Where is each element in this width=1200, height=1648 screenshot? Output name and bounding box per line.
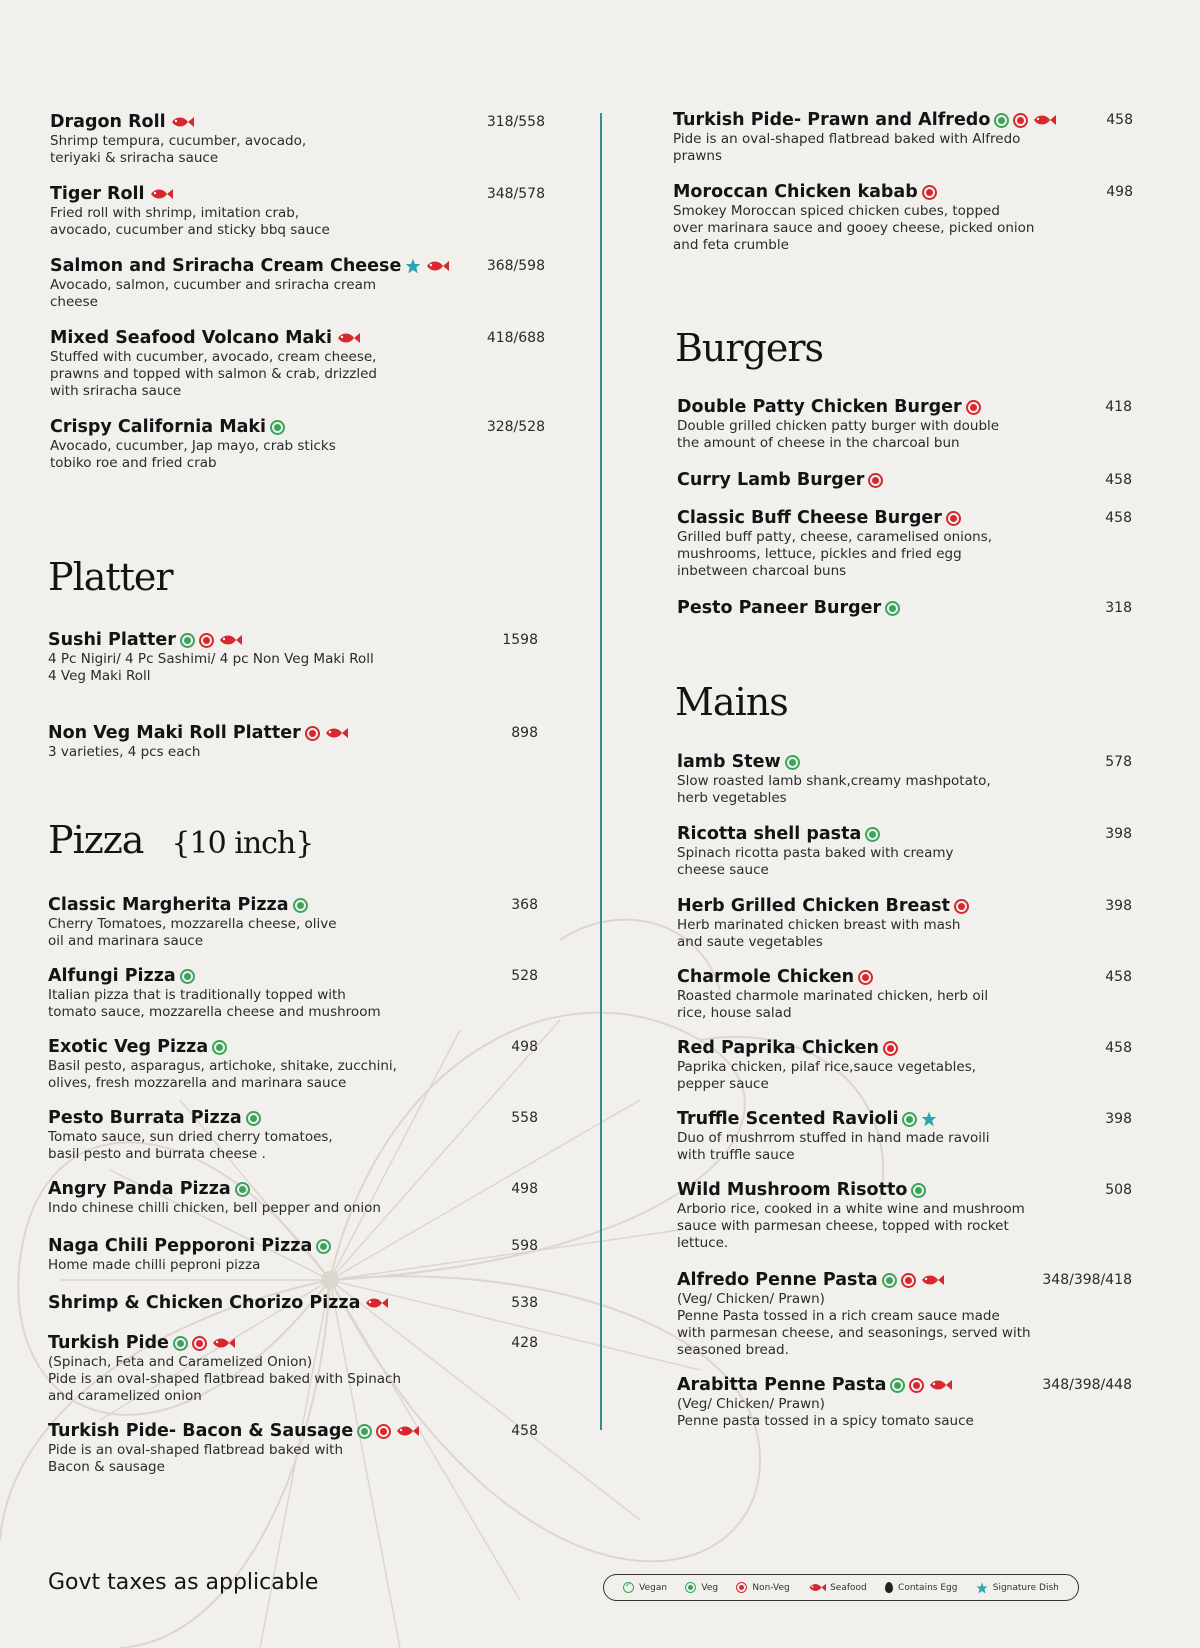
platter-heading: Platter [48, 555, 173, 599]
pizza-list [48, 895, 538, 1476]
menu-item-header [48, 1236, 538, 1256]
fish-icon [170, 116, 194, 128]
non-veg-icon [966, 400, 981, 415]
menu-item-price: 458 [1105, 510, 1132, 526]
menu-item-description: over marinara sauce and gooey cheese, picked onion [673, 220, 1035, 236]
menu-item-header [48, 1333, 538, 1353]
menu-item-description: Roasted charmole marinated chicken, herb oil [677, 988, 989, 1004]
menu-item-description: Bacon & sausage [48, 1459, 165, 1475]
menu-item-description: cheese sauce [677, 862, 769, 878]
menu-item-header [48, 895, 538, 915]
platter-list-wrap [48, 630, 538, 761]
legend-seafood [808, 1583, 867, 1593]
menu-item-header [677, 470, 1132, 490]
menu-item-header [677, 598, 1132, 618]
menu-item-price: 458 [1106, 112, 1133, 128]
menu-item [48, 895, 538, 950]
menu-item-price: 498 [511, 1181, 538, 1197]
menu-item-name: Alfungi Pizza [48, 966, 176, 986]
menu-item-description: Pide is an oval-shaped flatbread baked with Spinach [48, 1371, 402, 1387]
menu-item-description: Penne pasta tossed in a spicy tomato sauce [677, 1413, 974, 1429]
menu-item-price: 508 [1105, 1182, 1132, 1198]
menu-item-header [677, 967, 1132, 987]
section-title-mains [675, 680, 788, 724]
burger-list-wrap [677, 397, 1132, 618]
non-veg-icon [868, 473, 883, 488]
legend-egg [885, 1582, 957, 1593]
menu-item-header [48, 630, 538, 650]
menu-item-description: Italian pizza that is traditionally topped with [48, 987, 346, 1003]
section-title-platter [48, 555, 173, 599]
menu-item-price: 348/578 [486, 186, 545, 202]
fish-icon [928, 1379, 952, 1391]
menu-item-description: basil pesto and burrata cheese . [48, 1146, 266, 1162]
veg-icon [685, 1582, 696, 1593]
legend-veg-label: Veg [701, 1582, 719, 1593]
menu-item-name: Herb Grilled Chicken Breast [677, 896, 950, 916]
mains-heading: Mains [675, 680, 788, 724]
section-title-burgers [675, 326, 823, 370]
menu-item [50, 417, 545, 472]
menu-item-price: 328/528 [486, 419, 545, 435]
menu-item-description: Arborio rice, cooked in a white wine and mushroom [677, 1201, 1025, 1217]
menu-item-description: Spinach ricotta pasta baked with creamy [677, 845, 954, 861]
menu-item-price: 1598 [502, 632, 538, 648]
veg-icon [316, 1239, 331, 1254]
fish-icon [149, 188, 173, 200]
fish-icon [920, 1274, 944, 1286]
legend-egg-label: Contains Egg [898, 1582, 958, 1593]
menu-item-description: the amount of cheese in the charcoal bun [677, 435, 960, 451]
menu-item-description: Paprika chicken, pilaf rice,sauce vegetables, [677, 1059, 977, 1075]
menu-item-name: Double Patty Chicken Burger [677, 397, 962, 417]
legend-nonveg [736, 1582, 789, 1593]
veg-icon [911, 1183, 926, 1198]
menu-item [677, 824, 1132, 879]
column-divider [600, 113, 602, 1430]
menu-item-description: lettuce. [677, 1235, 729, 1251]
non-veg-icon [1013, 113, 1028, 128]
veg-icon [173, 1336, 188, 1351]
menu-item [677, 1270, 1132, 1359]
non-veg-icon [192, 1336, 207, 1351]
menu-item-header [50, 184, 545, 204]
menu-item-description: (Veg/ Chicken/ Prawn) [677, 1396, 825, 1412]
menu-item-header [677, 1109, 1132, 1129]
menu-item-price: 318/558 [486, 114, 545, 130]
menu-item-description: Slow roasted lamb shank,creamy mashpotato, [677, 773, 991, 789]
menu-item-price: 398 [1105, 898, 1132, 914]
menu-item [48, 1421, 538, 1476]
menu-item-description: with truffle sauce [677, 1147, 795, 1163]
menu-item [677, 1180, 1132, 1252]
menu-item-name: Classic Buff Cheese Burger [677, 508, 942, 528]
fish-icon [336, 332, 360, 344]
menu-item-price: 458 [1105, 1040, 1132, 1056]
menu-item-name: Exotic Veg Pizza [48, 1037, 209, 1057]
menu-item [677, 1109, 1132, 1164]
menu-item [677, 752, 1132, 807]
menu-item-description: Shrimp tempura, cucumber, avocado, [50, 133, 307, 149]
menu-item-name: Turkish Pide- Prawn and Alfredo [673, 110, 991, 130]
non-veg-icon [376, 1424, 391, 1439]
legend-vegan-label: Vegan [639, 1582, 668, 1593]
burgers-heading: Burgers [675, 326, 824, 370]
menu-item-header [48, 723, 538, 743]
fish-icon [364, 1297, 388, 1309]
menu-item-header [48, 1179, 538, 1199]
menu-item-description: Indo chinese chilli chicken, bell pepper and onion [48, 1200, 381, 1216]
menu-item-price: 318 [1105, 600, 1132, 616]
menu-item-description: Cherry Tomatoes, mozzarella cheese, olive [48, 916, 337, 932]
menu-item-name: Tiger Roll [50, 184, 145, 204]
menu-item-price: 368/598 [486, 258, 545, 274]
menu-item-description: with parmesan cheese, and seasonings, served with [677, 1325, 1031, 1341]
menu-item [48, 1333, 538, 1405]
menu-item-header [50, 328, 545, 348]
veg-icon [180, 633, 195, 648]
menu-item [50, 112, 545, 167]
menu-item-price: 558 [511, 1110, 538, 1126]
menu-item [673, 182, 1133, 254]
non-veg-icon [305, 726, 320, 741]
menu-item-price: 528 [511, 968, 538, 984]
menu-item-description: with sriracha sauce [50, 383, 182, 399]
menu-item-price: 898 [511, 725, 538, 741]
menu-item [50, 256, 545, 311]
menu-item-price: 458 [511, 1423, 538, 1439]
platter-list [48, 630, 538, 761]
fish-icon [425, 260, 449, 272]
menu-item-description: Pide is an oval-shaped flatbread baked with [48, 1442, 344, 1458]
veg-icon [235, 1182, 250, 1197]
menu-item-description: avocado, cucumber and sticky bbq sauce [50, 222, 330, 238]
menu-item-description: Home made chilli peproni pizza [48, 1257, 261, 1273]
menu-item-header [677, 896, 1132, 916]
menu-item-header [677, 508, 1132, 528]
veg-icon [994, 113, 1009, 128]
menu-item-name: Pesto Burrata Pizza [48, 1108, 242, 1128]
non-veg-icon [909, 1378, 924, 1393]
menu-item-price: 498 [1106, 184, 1133, 200]
menu-item-description: (Spinach, Feta and Caramelized Onion) [48, 1354, 313, 1370]
menu-item-description: rice, house salad [677, 1005, 792, 1021]
star-icon [976, 1582, 988, 1594]
menu-item [50, 184, 545, 239]
vegan-icon [623, 1582, 634, 1593]
menu-item-price: 458 [1105, 969, 1132, 985]
menu-item [48, 723, 538, 761]
mains-list [677, 752, 1132, 1430]
non-veg-icon [736, 1582, 747, 1593]
legend-veg [685, 1582, 718, 1593]
menu-item [48, 966, 538, 1021]
legend-signature [976, 1582, 1059, 1594]
egg-icon [885, 1582, 893, 1593]
menu-item-description: pepper sauce [677, 1076, 769, 1092]
menu-item-description: teriyaki & sriracha sauce [50, 150, 219, 166]
pizza-heading: Pizza [48, 818, 144, 862]
menu-item-header [677, 752, 1132, 772]
fish-icon [218, 634, 242, 646]
menu-item-header [48, 1421, 538, 1441]
star-icon [405, 258, 421, 274]
menu-item-description: and saute vegetables [677, 934, 823, 950]
menu-item [673, 110, 1133, 165]
menu-item-header [673, 110, 1133, 130]
menu-item-header [677, 824, 1132, 844]
menu-item-header [677, 1038, 1132, 1058]
menu-item-description: Avocado, cucumber, Jap mayo, crab sticks [50, 438, 336, 454]
non-veg-icon [901, 1273, 916, 1288]
menu-item-description: Tomato sauce, sun dried cherry tomatoes, [48, 1129, 333, 1145]
legend-vegan [623, 1582, 667, 1593]
menu-item-name: Pesto Paneer Burger [677, 598, 882, 618]
non-veg-icon [883, 1041, 898, 1056]
menu-item-price: 348/398/448 [1042, 1377, 1132, 1393]
menu-item-name: Shrimp & Chicken Chorizo Pizza [48, 1293, 361, 1313]
menu-item-description: Duo of mushrrom stuffed in hand made ravoili [677, 1130, 990, 1146]
tax-note: Govt taxes as applicable [48, 1570, 319, 1595]
menu-item-description: Fried roll with shrimp, imitation crab, [50, 205, 300, 221]
menu-item-price: 398 [1105, 826, 1132, 842]
menu-item [677, 1375, 1132, 1430]
menu-item-header [677, 1180, 1132, 1200]
menu-item-description: prawns [673, 148, 723, 164]
menu-item [677, 896, 1132, 951]
section-title-pizza [48, 818, 313, 862]
non-veg-icon [954, 899, 969, 914]
menu-item-description: Pide is an oval-shaped flatbread baked with Alfredo [673, 131, 1021, 147]
menu-item-name: Curry Lamb Burger [677, 470, 865, 490]
menu-item-name: Crispy California Maki [50, 417, 267, 437]
menu-item-header [50, 256, 545, 276]
menu-item-description: sauce with parmesan cheese, topped with rocket [677, 1218, 1009, 1234]
menu-item [48, 1179, 538, 1217]
mains-list-wrap [677, 752, 1132, 1430]
veg-icon [270, 420, 285, 435]
menu-item-description: Penne Pasta tossed in a rich cream sauce made [677, 1308, 1000, 1324]
menu-item-description: Double grilled chicken patty burger with double [677, 418, 1000, 434]
menu-item-price: 348/398/418 [1042, 1272, 1132, 1288]
veg-icon [212, 1040, 227, 1055]
menu-item-description: and caramelized onion [48, 1388, 202, 1404]
menu-item-name: Wild Mushroom Risotto [677, 1180, 908, 1200]
menu-item [48, 1236, 538, 1274]
fish-icon [1032, 114, 1056, 126]
menu-item-description: 4 Veg Maki Roll [48, 668, 151, 684]
non-veg-icon [946, 511, 961, 526]
menu-item-name: Charmole Chicken [677, 967, 855, 987]
menu-item-name: Truffle Scented Ravioli [677, 1109, 899, 1129]
veg-icon [865, 827, 880, 842]
veg-icon [885, 601, 900, 616]
menu-item [48, 1293, 538, 1313]
menu-item-description: mushrooms, lettuce, pickles and fried egg [677, 546, 962, 562]
menu-item [677, 470, 1132, 490]
menu-item-price: 428 [511, 1335, 538, 1351]
menu-item-description: Avocado, salmon, cucumber and sriracha cream [50, 277, 377, 293]
menu-item-name: Non Veg Maki Roll Platter [48, 723, 301, 743]
menu-item-name: Angry Panda Pizza [48, 1179, 231, 1199]
menu-item-name: Turkish Pide- Bacon & Sausage [48, 1421, 354, 1441]
veg-icon [293, 898, 308, 913]
menu-item-price: 418 [1105, 399, 1132, 415]
menu-item-description: olives, fresh mozzarella and marinara sauce [48, 1075, 347, 1091]
menu-item-price: 498 [511, 1039, 538, 1055]
menu-item-name: lamb Stew [677, 752, 781, 772]
menu-item-name: Naga Chili Pepporoni Pizza [48, 1236, 313, 1256]
menu-item-header [673, 182, 1133, 202]
menu-item-header [48, 966, 538, 986]
menu-item [50, 328, 545, 400]
menu-item-description: Stuffed with cucumber, avocado, cream cheese, [50, 349, 377, 365]
menu-item-description: tobiko roe and fried crab [50, 455, 217, 471]
menu-item-header [50, 417, 545, 437]
menu-item-price: 398 [1105, 1111, 1132, 1127]
right-top-wrap [673, 110, 1133, 254]
fish-icon [211, 1337, 235, 1349]
menu-item-header [50, 112, 545, 132]
non-veg-icon [858, 970, 873, 985]
star-icon [921, 1111, 937, 1127]
burger-list [677, 397, 1132, 618]
menu-item-price: 458 [1105, 472, 1132, 488]
menu-item-description: seasoned bread. [677, 1342, 789, 1358]
veg-icon [890, 1378, 905, 1393]
menu-item-description: Herb marinated chicken breast with mash [677, 917, 961, 933]
menu-item-name: Mixed Seafood Volcano Maki [50, 328, 332, 348]
menu-item-header [48, 1037, 538, 1057]
menu-item-name: Classic Margherita Pizza [48, 895, 289, 915]
menu-item-price: 418/688 [486, 330, 545, 346]
menu-item-name: Salmon and Sriracha Cream Cheese [50, 256, 402, 276]
menu-item-name: Red Paprika Chicken [677, 1038, 879, 1058]
menu-item [48, 630, 538, 685]
menu-item [677, 598, 1132, 618]
fish-icon [324, 727, 348, 739]
veg-icon [246, 1111, 261, 1126]
menu-item-description: tomato sauce, mozzarella cheese and mushroom [48, 1004, 381, 1020]
sushi-roll-list [50, 112, 545, 472]
pizza-subtitle: {10 inch} [171, 826, 314, 861]
veg-icon [882, 1273, 897, 1288]
fish-icon [808, 1583, 826, 1592]
menu-item-description: and feta crumble [673, 237, 789, 253]
menu-item [677, 397, 1132, 452]
menu-item-description: Basil pesto, asparagus, artichoke, shitake, zucchini, [48, 1058, 397, 1074]
menu-item-name: Moroccan Chicken kabab [673, 182, 918, 202]
menu-item-price: 538 [511, 1295, 538, 1311]
menu-item-name: Ricotta shell pasta [677, 824, 862, 844]
menu-item-header [48, 1108, 538, 1128]
menu-item-description: 3 varieties, 4 pcs each [48, 744, 201, 760]
menu-item-description: 4 Pc Nigiri/ 4 Pc Sashimi/ 4 pc Non Veg Maki Roll [48, 651, 374, 667]
menu-item-description: oil and marinara sauce [48, 933, 203, 949]
menu-item-price: 578 [1105, 754, 1132, 770]
menu-item-header [677, 397, 1132, 417]
menu-item-header [48, 1293, 538, 1313]
menu-item-description: herb vegetables [677, 790, 787, 806]
veg-icon [902, 1112, 917, 1127]
menu-item [48, 1108, 538, 1163]
menu-item [48, 1037, 538, 1092]
menu-item [677, 967, 1132, 1022]
legend-signature-label: Signature Dish [992, 1582, 1059, 1593]
veg-icon [180, 969, 195, 984]
menu-item-description: Smokey Moroccan spiced chicken cubes, topped [673, 203, 1000, 219]
menu-item-description: prawns and topped with salmon & crab, drizzled [50, 366, 377, 382]
left-column [50, 112, 545, 472]
fish-icon [395, 1425, 419, 1437]
menu-item-description: Grilled buff patty, cheese, caramelised onions, [677, 529, 993, 545]
menu-item-description: inbetween charcoal buns [677, 563, 847, 579]
menu-item-name: Dragon Roll [50, 112, 166, 132]
menu-item [677, 1038, 1132, 1093]
menu-item-price: 368 [511, 897, 538, 913]
veg-icon [785, 755, 800, 770]
menu-item-name: Arabitta Penne Pasta [677, 1375, 887, 1395]
menu-item-description: cheese [50, 294, 98, 310]
dietary-legend [603, 1574, 1079, 1601]
non-veg-icon [922, 185, 937, 200]
menu-item-price: 598 [511, 1238, 538, 1254]
menu-item-name: Sushi Platter [48, 630, 176, 650]
menu-item [677, 508, 1132, 580]
veg-icon [357, 1424, 372, 1439]
menu-item-name: Alfredo Penne Pasta [677, 1270, 878, 1290]
non-veg-icon [199, 633, 214, 648]
legend-seafood-label: Seafood [830, 1582, 867, 1593]
pide-kabab-list [673, 110, 1133, 254]
legend-nonveg-label: Non-Veg [752, 1582, 790, 1593]
menu-item-description: (Veg/ Chicken/ Prawn) [677, 1291, 825, 1307]
menu-item-name: Turkish Pide [48, 1333, 169, 1353]
pizza-list-wrap [48, 895, 538, 1476]
